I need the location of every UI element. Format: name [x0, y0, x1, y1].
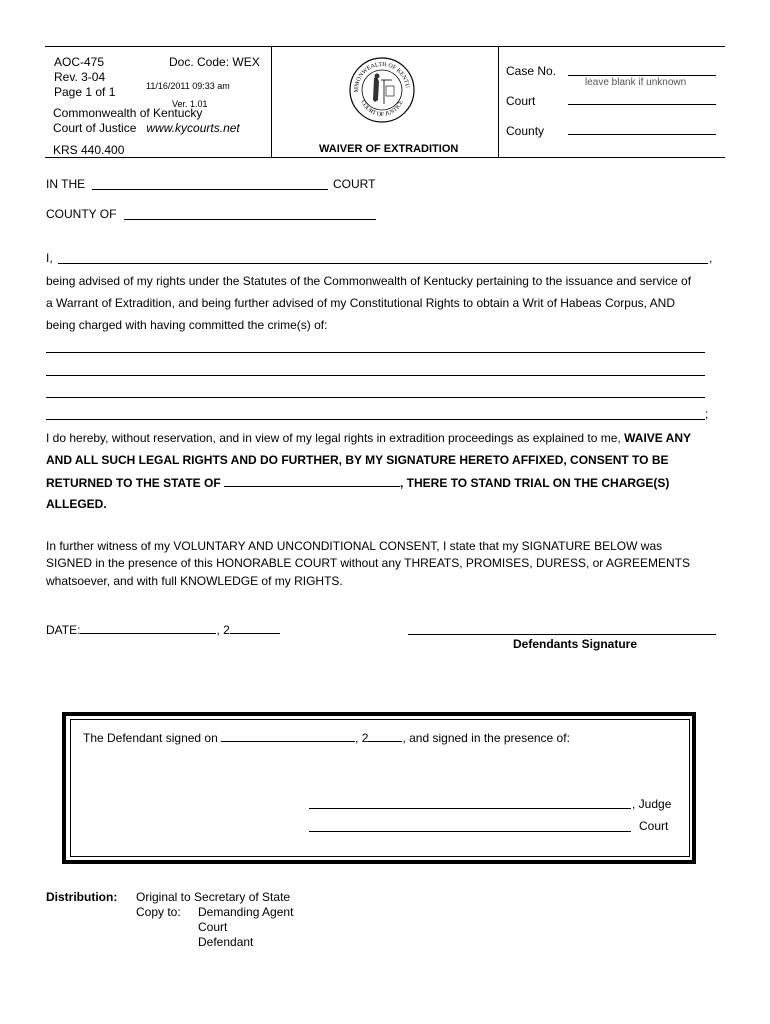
distribution-original: Original to Secretary of State	[136, 890, 291, 904]
court-suffix-label: COURT	[333, 177, 376, 191]
svg-text:COMMONWEALTH OF KENTUCKY: MMONWEALTH OF KENTU	[353, 61, 410, 93]
waiver-line2: AND ALL SUCH LEGAL RIGHTS AND DO FURTHER, BY MY SIGNATURE HERETO AFFIXED, CONSENT TO BE	[46, 453, 669, 467]
presence-court-label: Court	[639, 819, 669, 833]
waiver-line4: ALLEGED.	[46, 497, 107, 511]
form-title: WAIVER OF EXTRADITION	[319, 143, 459, 155]
witness-line3: whatsoever, and with full KNOWLEDGE of my RIGHTS.	[46, 574, 343, 588]
defendant-signature-label: Defendants Signature	[513, 637, 638, 651]
state-field[interactable]	[224, 475, 400, 487]
date-field[interactable]	[80, 622, 216, 634]
signed-on-date-field[interactable]	[221, 730, 355, 742]
waiver-line3: RETURNED TO THE STATE OF , THERE TO STAND TRIAL ON THE CHARGE(S)	[46, 476, 670, 490]
defendant-signature-field[interactable]	[408, 634, 716, 635]
kentucky-seal	[348, 56, 416, 124]
print-timestamp: 11/16/2011 09:33 am	[146, 81, 230, 91]
case-no-label: Case No.	[506, 64, 557, 78]
crime-semicolon: ;	[705, 407, 709, 421]
name-comma: ,	[709, 251, 713, 265]
form-revision: Rev. 3-04	[54, 70, 106, 84]
case-no-hint: leave blank if unknown	[585, 77, 687, 88]
distribution-copy-label: Copy to:	[136, 905, 181, 919]
defendant-name-field[interactable]	[58, 263, 708, 264]
doc-code: Doc. Code: WEX	[169, 55, 260, 69]
in-the-court-field[interactable]	[92, 189, 328, 190]
county-field[interactable]	[568, 134, 716, 135]
judge-signature-field[interactable]	[309, 808, 631, 809]
page-count: Page 1 of 1	[54, 85, 116, 99]
website-link[interactable]: www.kycourts.net	[146, 121, 240, 135]
rights-paragraph-line1: being advised of my rights under the Statutes of the Commonwealth of Kentucky pertaining to the issuance and service of	[46, 274, 692, 288]
i-label: I,	[46, 251, 53, 265]
date-line: DATE: , 2	[46, 622, 280, 637]
case-no-field[interactable]	[568, 75, 716, 76]
judge-label: , Judge	[632, 797, 672, 811]
county-of-label: COUNTY OF	[46, 207, 117, 221]
org-name: Commonwealth of Kentucky	[53, 106, 203, 120]
county-of-field[interactable]	[124, 219, 376, 220]
form-version: Ver. 1.01	[172, 99, 208, 109]
org-court: Court of Justice www.kycourts.net	[53, 121, 240, 135]
year-field[interactable]	[230, 622, 280, 634]
krs-citation: KRS 440.400	[53, 143, 125, 157]
distribution-copy-agent: Demanding Agent	[198, 905, 294, 919]
court-label: Court	[506, 94, 536, 108]
presence-court-field[interactable]	[309, 831, 631, 832]
waiver-line1: I do hereby, without reservation, and in view of my legal rights in extradition proceedings as explained to me, WAIVE ANY	[46, 431, 692, 445]
distribution-copy-defendant: Defendant	[198, 935, 254, 949]
header-bottom-rule	[45, 157, 725, 158]
header-divider-right	[498, 46, 499, 157]
witness-line2: SIGNED in the presence of this HONORABLE COURT without any THREATS, PROMISES, DURESS, or AGREEMENTS	[46, 556, 690, 570]
crime-line-2[interactable]	[46, 375, 705, 376]
court-field[interactable]	[568, 104, 716, 105]
svg-text:COURT OF JUSTICE: COURT OF JUSTICE	[359, 99, 405, 119]
rights-paragraph-line2: a Warrant of Extradition, and being further advised of my Constitutional Rights to obtain a Writ of Habeas Corpus, AND	[46, 296, 675, 310]
distribution-copy-court: Court	[198, 920, 228, 934]
header-divider-left	[271, 46, 272, 157]
signed-on-line: The Defendant signed on , 2 , and signed in the presence of:	[83, 731, 570, 745]
distribution-label: Distribution:	[46, 890, 118, 904]
in-the-label: IN THE	[46, 177, 86, 191]
witness-line1: In further witness of my VOLUNTARY AND UNCONDITIONAL CONSENT, I state that my SIGNATURE BELOW was	[46, 539, 663, 553]
crime-line-3[interactable]	[46, 397, 705, 398]
header-top-rule	[45, 46, 725, 47]
crime-line-4[interactable]	[46, 419, 705, 420]
form-id: AOC-475	[54, 55, 105, 69]
signed-on-year-field[interactable]	[368, 730, 402, 742]
rights-paragraph-line3: being charged with having committed the crime(s) of:	[46, 318, 328, 332]
crime-line-1[interactable]	[46, 352, 705, 353]
county-label: County	[506, 124, 545, 138]
